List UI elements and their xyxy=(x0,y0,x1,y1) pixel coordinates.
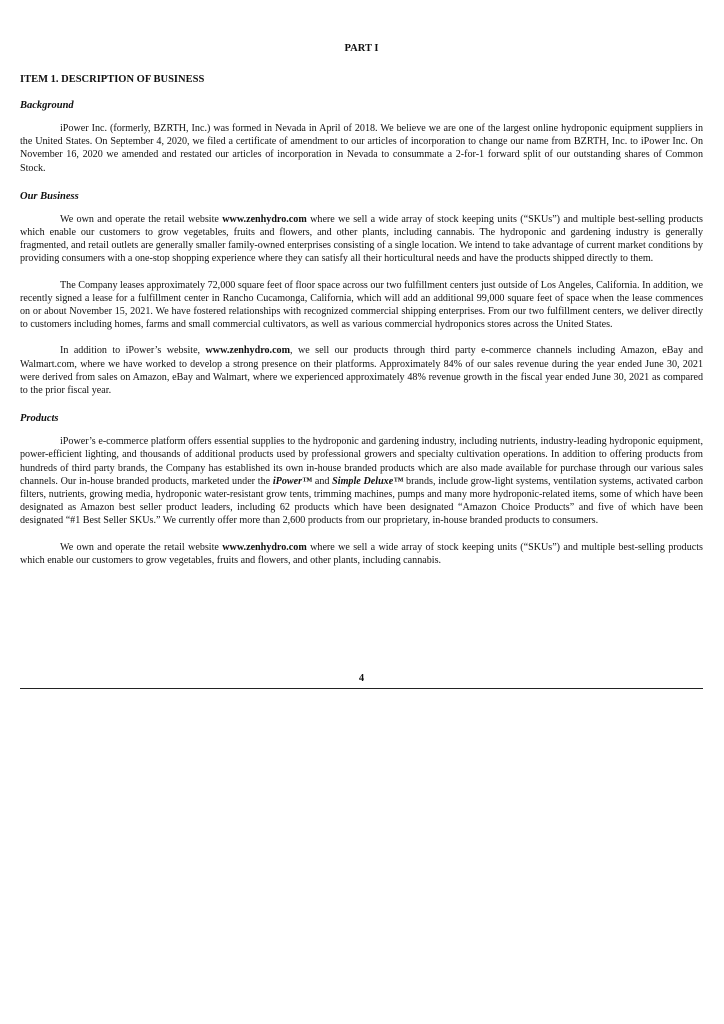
products-paragraph-1: iPower’s e-commerce platform offers essential supplies to the hydroponic and gardening industry, including nutrients, industry-leading hydroponic equipment, power-efficient lighting, and thousands of additional products used by professional growers and specialty cultivation operations. In addition to offering products from hundreds of third party brands, the Company has established its own in-house branded products which are also made available for purchase through our various sales channels. Our in-house branded products, marketed under the iPower™ and Simple Deluxe™ brands, include grow-light systems, ventilation systems, activated carbon filters, nutrients, growing media, hydroponic water-resistant grow tents, trimming machines, pumps and many more hydroponic-related items, some of which have been designated as Amazon best seller product leaders, including 62 products which have been designated “Amazon Choice Products” and five of which have been designated “#1 Best Seller SKUs.” We currently offer more than 2,600 products from our proprietary, in-house branded products to consumers. xyxy=(20,436,703,527)
background-paragraph: iPower Inc. (formerly, BZRTH, Inc.) was formed in Nevada in April of 2018. We believe we are one of the largest online hydroponic equipment suppliers in the United States. On September 4, 2020, we filed a certificate of amendment to our articles of incorporation to change our name from BZRTH, Inc. to iPower Inc. On November 16, 2020 we amended and restated our articles of incorporation in Nevada to consummate a 2-for-1 forward split of our outstanding shares of Common Stock. xyxy=(20,123,703,174)
our-business-heading: Our Business xyxy=(20,190,79,202)
part-title: PART I xyxy=(344,43,379,54)
website-link-text: www.zenhydro.com xyxy=(205,345,291,357)
website-link-text: www.zenhydro.com xyxy=(222,541,307,553)
document-body xyxy=(20,40,703,580)
page-footer xyxy=(20,672,703,689)
page-number: 4 xyxy=(358,673,365,684)
footer-rule xyxy=(20,688,703,689)
brand-ipower: iPower™ xyxy=(272,475,313,487)
our-business-paragraph-2: The Company leases approximately 72,000 square feet of floor space across our two fulfillment centers just outside of Los Angeles, California. In addition, we recently signed a lease for a fulfillment center in Rancho Cucamonga, California, which will add an additional 99,000 square feet of space when the lease commences on or about November 15, 2021. We have fostered relationships with recognized commercial shipping enterprises. From our two fulfillment centers, we deliver directly to customers including homes, farms and small commercial cultivators, as well as various commercial hydroponics stores across the United States. xyxy=(20,279,703,331)
background-heading: Background xyxy=(20,100,74,111)
products-paragraph-2: We own and operate the retail website www.zenhydro.com where we sell a wide array of stock keeping units (“SKUs”) and multiple best-selling products which enable our customers to grow vegetables, fruits and flowers, and other plants, including cannabis. xyxy=(20,541,703,566)
products-heading: Products xyxy=(20,413,59,425)
our-business-paragraph-1: We own and operate the retail website www.zenhydro.com where we sell a wide array of stock keeping units (“SKUs”) and multiple best-selling products which enable our customers to grow vegetables, fruits and flowers, and other plants, including cannabis. The hydroponic and gardening industry is generally fragmented, and retail outlets are generally smaller family-owned enterprises consisting of a single location. We intend to take advantage of current market conditions by providing consumers with a one-stop shopping experience where they can satisfy all their horticultural needs and have the products shipped directly to them. xyxy=(20,213,703,265)
website-link-text: www.zenhydro.com xyxy=(222,213,307,225)
brand-simple-deluxe: Simple Deluxe™ xyxy=(332,475,404,487)
item-title: ITEM 1. DESCRIPTION OF BUSINESS xyxy=(20,74,205,85)
our-business-paragraph-3: In addition to iPower’s website, www.zenhydro.com, we sell our products through third party e-commerce channels including Amazon, eBay and Walmart.com, where we have worked to develop a strong presence on their platforms. Approximately 84% of our sales revenue during the year ended June 30, 2021 were derived from sales on Amazon, eBay and Walmart, where we experienced approximately 48% revenue growth in the fiscal year ended June 30, 2021 as compared to the prior fiscal year. xyxy=(20,345,703,397)
